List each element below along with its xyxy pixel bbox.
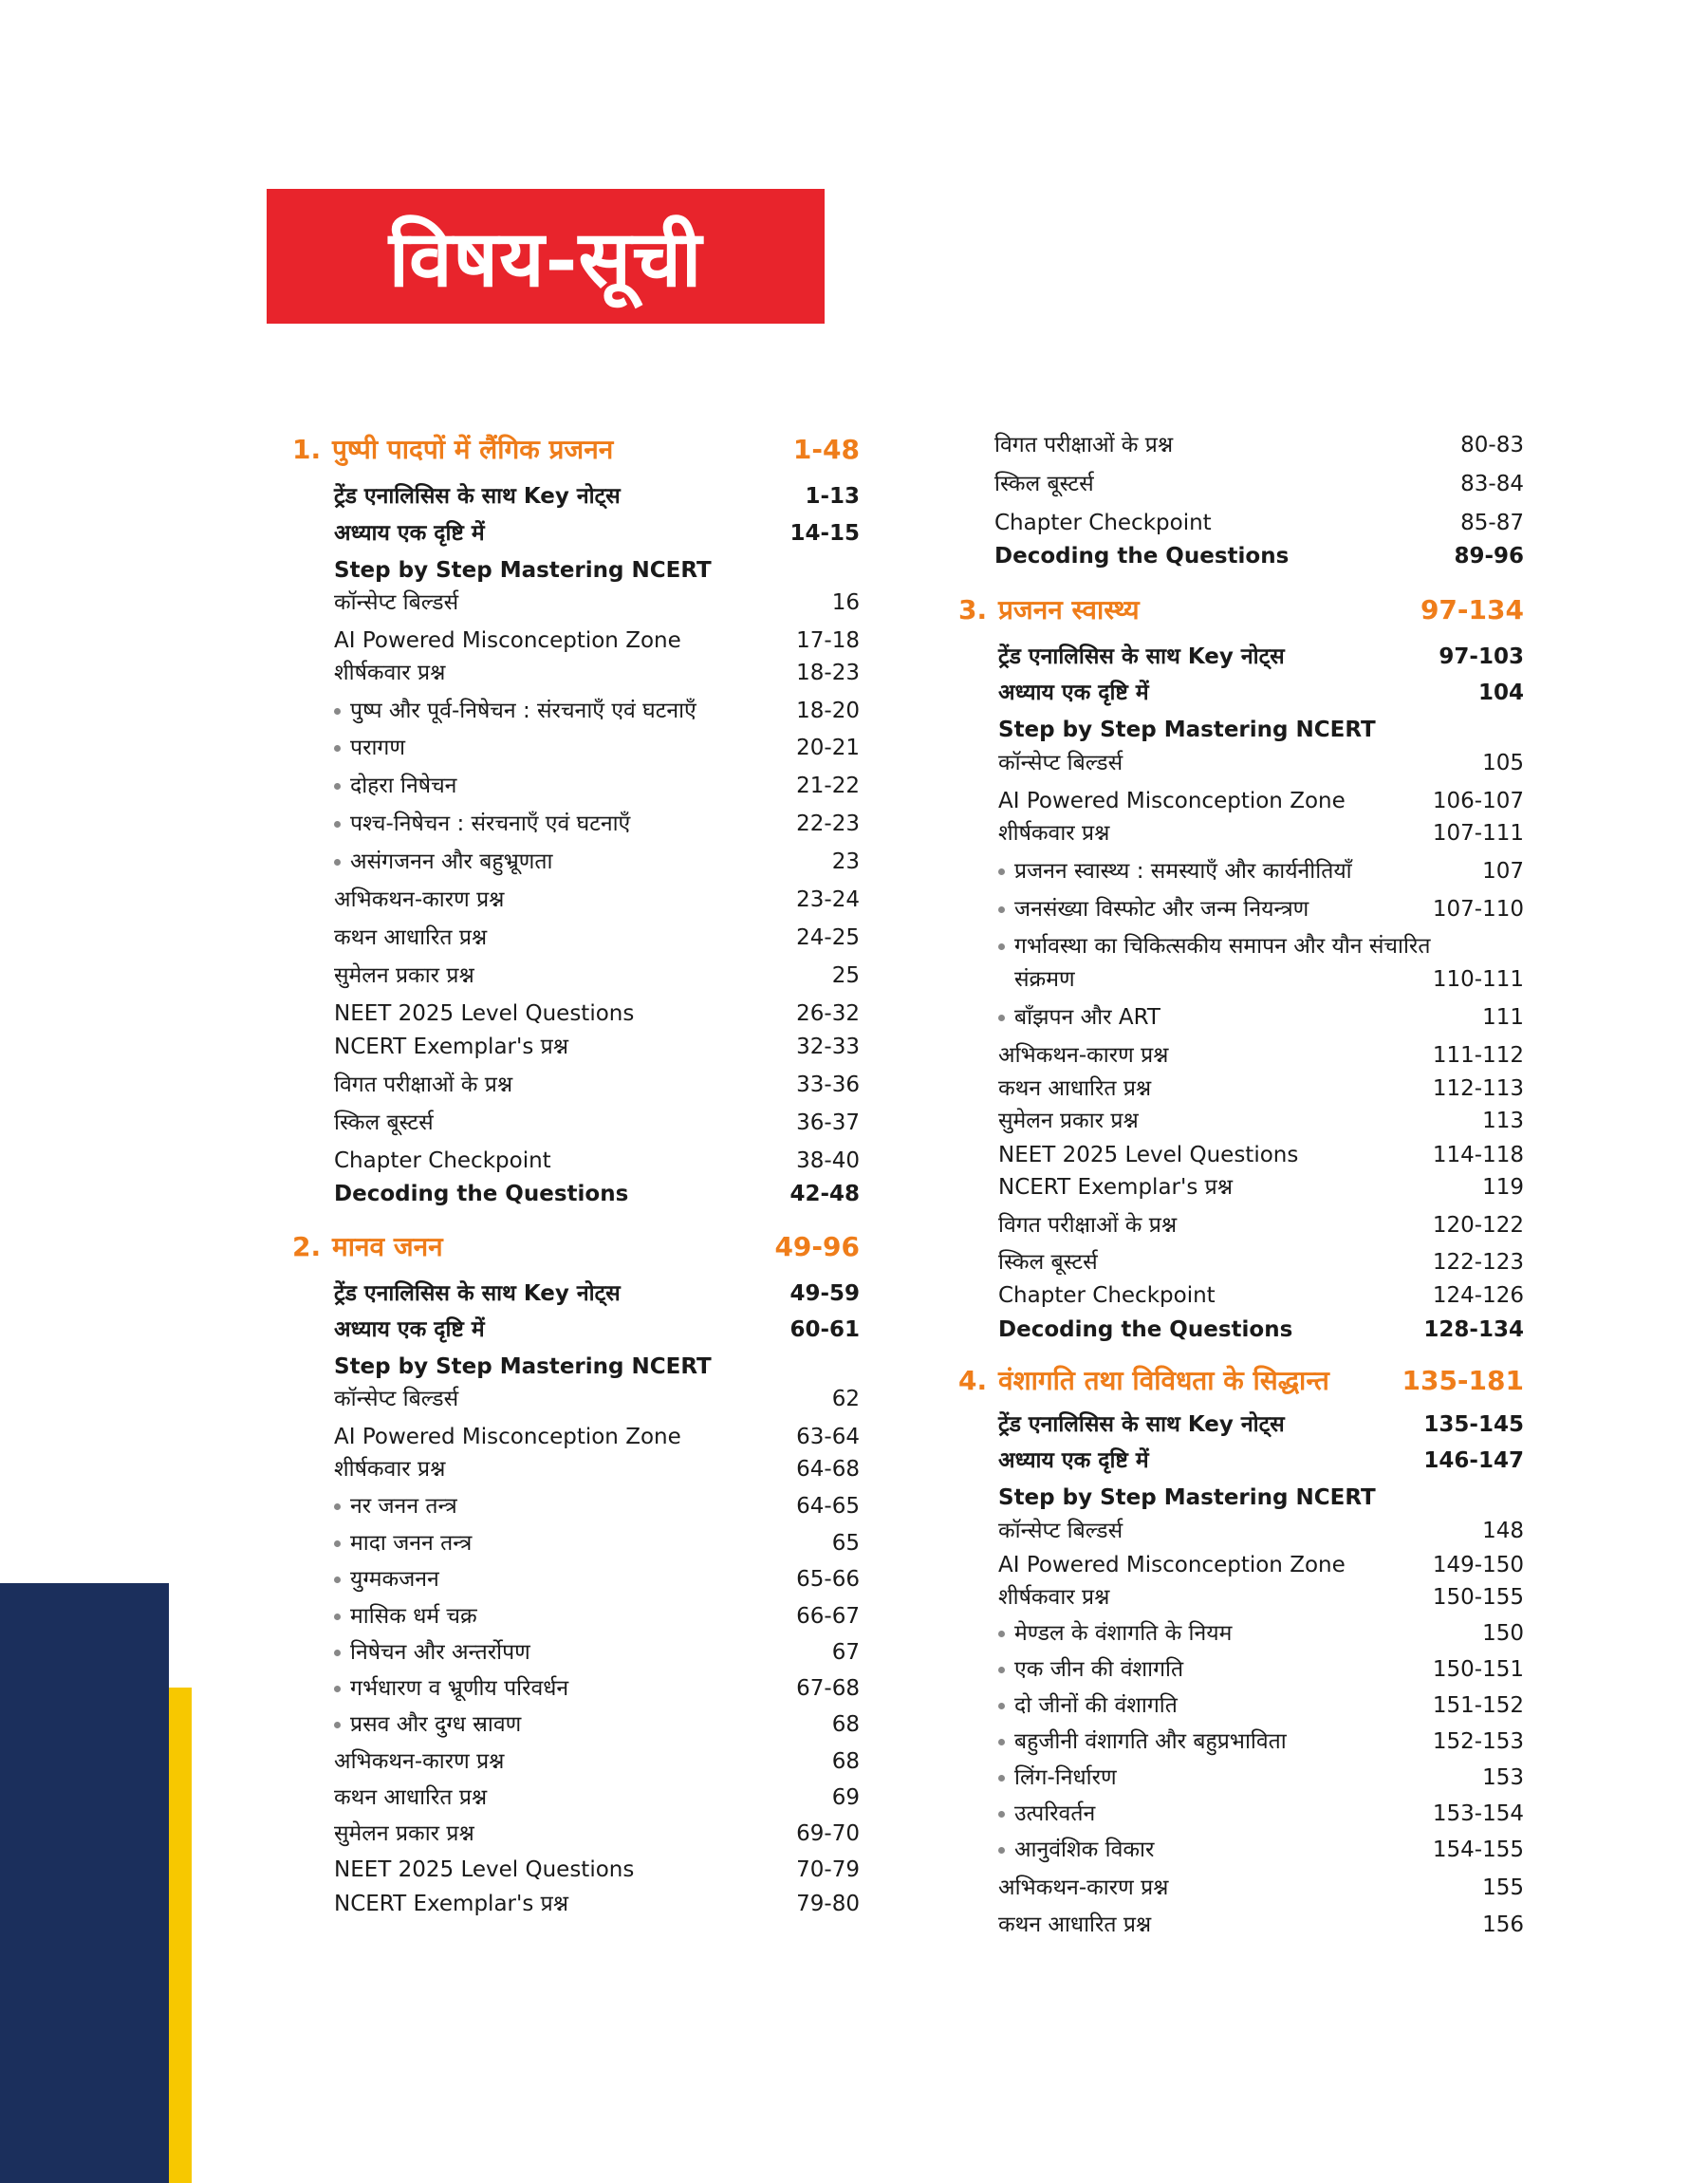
toc-bullet-entry[interactable]: परागण 20-21 xyxy=(292,734,860,762)
toc-subheading: Step by Step Mastering NCERT xyxy=(334,558,712,583)
toc-subheading: Step by Step Mastering NCERT xyxy=(334,1354,712,1379)
toc-entry[interactable]: अध्याय एक दृष्टि में 14-15 xyxy=(334,521,860,546)
toc-bullet-entry[interactable]: गर्भावस्था का चिकित्सकीय समापन और यौन संचारित xyxy=(958,932,1524,961)
toc-entry[interactable]: सुमेलन प्रकार प्रश्न 69-70 xyxy=(334,1821,860,1846)
toc-entry[interactable]: अध्याय एक दृष्टि में 60-61 xyxy=(334,1317,860,1342)
chapter-title: मानव जनन xyxy=(332,1231,443,1262)
toc-bullet-entry[interactable]: निषेचन और अन्तर्रोपण 67 xyxy=(292,1638,860,1667)
decorative-navy-bar xyxy=(0,1583,169,2183)
toc-bullet-entry[interactable]: एक जीन की वंशागति 150-151 xyxy=(958,1655,1524,1684)
chapter-pages: 97-134 xyxy=(1420,594,1524,625)
toc-bullet-entry[interactable]: मेण्डल के वंशागति के नियम 150 xyxy=(958,1619,1524,1648)
toc-entry[interactable]: विगत परीक्षाओं के प्रश्न 80-83 xyxy=(994,433,1524,457)
toc-entry[interactable]: सुमेलन प्रकार प्रश्न 113 xyxy=(998,1109,1524,1133)
toc-entry[interactable]: Chapter Checkpoint 38-40 xyxy=(334,1148,860,1173)
chapter-pages: 49-96 xyxy=(774,1231,860,1262)
toc-entry[interactable]: कथन आधारित प्रश्न 69 xyxy=(334,1785,860,1810)
toc-entry[interactable]: शीर्षकवार प्रश्न 150-155 xyxy=(998,1585,1524,1610)
toc-bullet-entry[interactable]: दो जीनों की वंशागति 151-152 xyxy=(958,1691,1524,1720)
toc-entry[interactable]: अभिकथन-कारण प्रश्न 23-24 xyxy=(334,887,860,912)
toc-bullet-entry[interactable]: युग्मकजनन 65-66 xyxy=(292,1565,860,1594)
toc-bullet-entry[interactable]: मादा जनन तन्त्र 65 xyxy=(292,1529,860,1558)
toc-entry[interactable]: AI Powered Misconception Zone 63-64 xyxy=(334,1425,860,1449)
toc-entry[interactable]: अभिकथन-कारण प्रश्न 68 xyxy=(334,1749,860,1774)
toc-entry[interactable]: AI Powered Misconception Zone 106-107 xyxy=(998,789,1524,813)
toc-entry[interactable]: Decoding the Questions 89-96 xyxy=(994,544,1524,569)
toc-entry[interactable]: Decoding the Questions 42-48 xyxy=(334,1182,860,1206)
chapter-title: वंशागति तथा विविधता के सिद्धान्त xyxy=(998,1365,1329,1396)
decorative-yellow-bar xyxy=(169,1688,192,2183)
toc-subheading: Step by Step Mastering NCERT xyxy=(998,718,1376,742)
toc-subheading: Step by Step Mastering NCERT xyxy=(998,1485,1376,1510)
toc-entry[interactable]: NCERT Exemplar's प्रश्न 79-80 xyxy=(334,1892,860,1916)
toc-bullet-entry[interactable]: असंगजनन और बहुभ्रूणता 23 xyxy=(292,848,860,876)
toc-bullet-entry[interactable]: आनुवंशिक विकार 154-155 xyxy=(958,1836,1524,1864)
toc-entry[interactable]: AI Powered Misconception Zone 17-18 xyxy=(334,628,860,653)
toc-entry[interactable]: ट्रेंड एनालिसिस के साथ Key नोट्स 97-103 xyxy=(998,644,1524,669)
toc-bullet-entry[interactable]: जनसंख्या विस्फोट और जन्म नियन्त्रण 107-110 xyxy=(958,895,1524,924)
toc-bullet-entry[interactable]: लिंग-निर्धारण 153 xyxy=(958,1763,1524,1792)
toc-entry[interactable]: कॉन्सेप्ट बिल्डर्स 62 xyxy=(334,1387,860,1411)
chapter-heading[interactable]: 1. पुष्पी पादपों में लैंगिक प्रजनन 1-48 xyxy=(292,434,860,465)
toc-bullet-entry[interactable]: बहुजीनी वंशागति और बहुप्रभाविता 152-153 xyxy=(958,1727,1524,1756)
chapter-pages: 135-181 xyxy=(1402,1365,1524,1396)
toc-entry[interactable]: शीर्षकवार प्रश्न 107-111 xyxy=(998,821,1524,846)
toc-bullet-entry[interactable]: प्रसव और दुग्ध स्रावण 68 xyxy=(292,1710,860,1739)
toc-bullet-entry[interactable]: पश्च-निषेचन : संरचनाएँ एवं घटनाएँ 22-23 xyxy=(292,810,860,838)
chapter-heading[interactable]: 3. प्रजनन स्वास्थ्य 97-134 xyxy=(958,594,1524,625)
toc-entry[interactable]: कथन आधारित प्रश्न 24-25 xyxy=(334,925,860,950)
toc-entry[interactable]: कॉन्सेप्ट बिल्डर्स 105 xyxy=(998,751,1524,775)
chapter-title: प्रजनन स्वास्थ्य xyxy=(998,594,1140,625)
toc-entry[interactable]: कथन आधारित प्रश्न 156 xyxy=(998,1912,1524,1937)
toc-bullet-entry[interactable]: मासिक धर्म चक्र 66-67 xyxy=(292,1602,860,1631)
toc-entry[interactable]: अभिकथन-कारण प्रश्न 155 xyxy=(998,1875,1524,1900)
toc-entry[interactable]: स्किल बूस्टर्स 36-37 xyxy=(334,1110,860,1135)
toc-entry[interactable]: कॉन्सेप्ट बिल्डर्स 148 xyxy=(998,1519,1524,1543)
toc-entry[interactable]: शीर्षकवार प्रश्न 64-68 xyxy=(334,1457,860,1482)
toc-bullet-entry[interactable]: उत्परिवर्तन 153-154 xyxy=(958,1800,1524,1828)
toc-entry[interactable]: सुमेलन प्रकार प्रश्न 25 xyxy=(334,963,860,988)
toc-entry[interactable]: NCERT Exemplar's प्रश्न 119 xyxy=(998,1175,1524,1200)
toc-bullet-entry[interactable]: बाँझपन और ART 111 xyxy=(958,1003,1524,1032)
toc-entry[interactable]: NEET 2025 Level Questions 26-32 xyxy=(334,1001,860,1026)
toc-entry[interactable]: अभिकथन-कारण प्रश्न 111-112 xyxy=(998,1043,1524,1068)
toc-entry[interactable]: AI Powered Misconception Zone 149-150 xyxy=(998,1553,1524,1577)
toc-title: विषय-सूची xyxy=(388,214,703,305)
toc-bullet-entry[interactable]: प्रजनन स्वास्थ्य : समस्याएँ और कार्यनीतियाँ 107 xyxy=(958,857,1524,886)
toc-bullet-entry[interactable]: नर जनन तन्त्र 64-65 xyxy=(292,1492,860,1521)
toc-entry[interactable]: अध्याय एक दृष्टि में 104 xyxy=(998,681,1524,705)
toc-bullet-entry[interactable]: दोहरा निषेचन 21-22 xyxy=(292,772,860,800)
toc-bullet-entry-continued[interactable]: संक्रमण 110-111 xyxy=(1014,967,1524,992)
toc-entry[interactable]: स्किल बूस्टर्स 122-123 xyxy=(998,1250,1524,1275)
toc-entry[interactable]: ट्रेंड एनालिसिस के साथ Key नोट्स 49-59 xyxy=(334,1281,860,1306)
toc-entry[interactable]: विगत परीक्षाओं के प्रश्न 33-36 xyxy=(334,1073,860,1097)
toc-entry[interactable]: Decoding the Questions 128-134 xyxy=(998,1317,1524,1342)
toc-entry[interactable]: विगत परीक्षाओं के प्रश्न 120-122 xyxy=(998,1213,1524,1238)
toc-entry[interactable]: कॉन्सेप्ट बिल्डर्स 16 xyxy=(334,590,860,615)
toc-entry[interactable]: ट्रेंड एनालिसिस के साथ Key नोट्स 135-145 xyxy=(998,1412,1524,1437)
toc-entry[interactable]: Chapter Checkpoint 85-87 xyxy=(994,511,1524,535)
toc-entry[interactable]: अध्याय एक दृष्टि में 146-147 xyxy=(998,1448,1524,1473)
chapter-title: पुष्पी पादपों में लैंगिक प्रजनन xyxy=(332,434,614,465)
toc-entry[interactable]: शीर्षकवार प्रश्न 18-23 xyxy=(334,661,860,685)
toc-title-banner xyxy=(267,189,825,324)
toc-entry[interactable]: Chapter Checkpoint 124-126 xyxy=(998,1283,1524,1308)
toc-entry[interactable]: स्किल बूस्टर्स 83-84 xyxy=(994,472,1524,496)
chapter-pages: 1-48 xyxy=(792,434,860,465)
toc-entry[interactable]: NEET 2025 Level Questions 70-79 xyxy=(334,1857,860,1882)
toc-entry[interactable]: ट्रेंड एनालिसिस के साथ Key नोट्स 1-13 xyxy=(334,484,860,509)
toc-entry[interactable]: NCERT Exemplar's प्रश्न 32-33 xyxy=(334,1035,860,1059)
toc-entry[interactable]: कथन आधारित प्रश्न 112-113 xyxy=(998,1076,1524,1101)
toc-entry[interactable]: NEET 2025 Level Questions 114-118 xyxy=(998,1143,1524,1167)
chapter-heading[interactable]: 2. मानव जनन 49-96 xyxy=(292,1231,860,1262)
toc-bullet-entry[interactable]: गर्भधारण व भ्रूणीय परिवर्धन 67-68 xyxy=(292,1674,860,1703)
chapter-heading[interactable]: 4. वंशागति तथा विविधता के सिद्धान्त 135-181 xyxy=(958,1365,1524,1396)
toc-bullet-entry[interactable]: पुष्प और पूर्व-निषेचन : संरचनाएँ एवं घटनाएँ 18-20 xyxy=(292,697,860,725)
